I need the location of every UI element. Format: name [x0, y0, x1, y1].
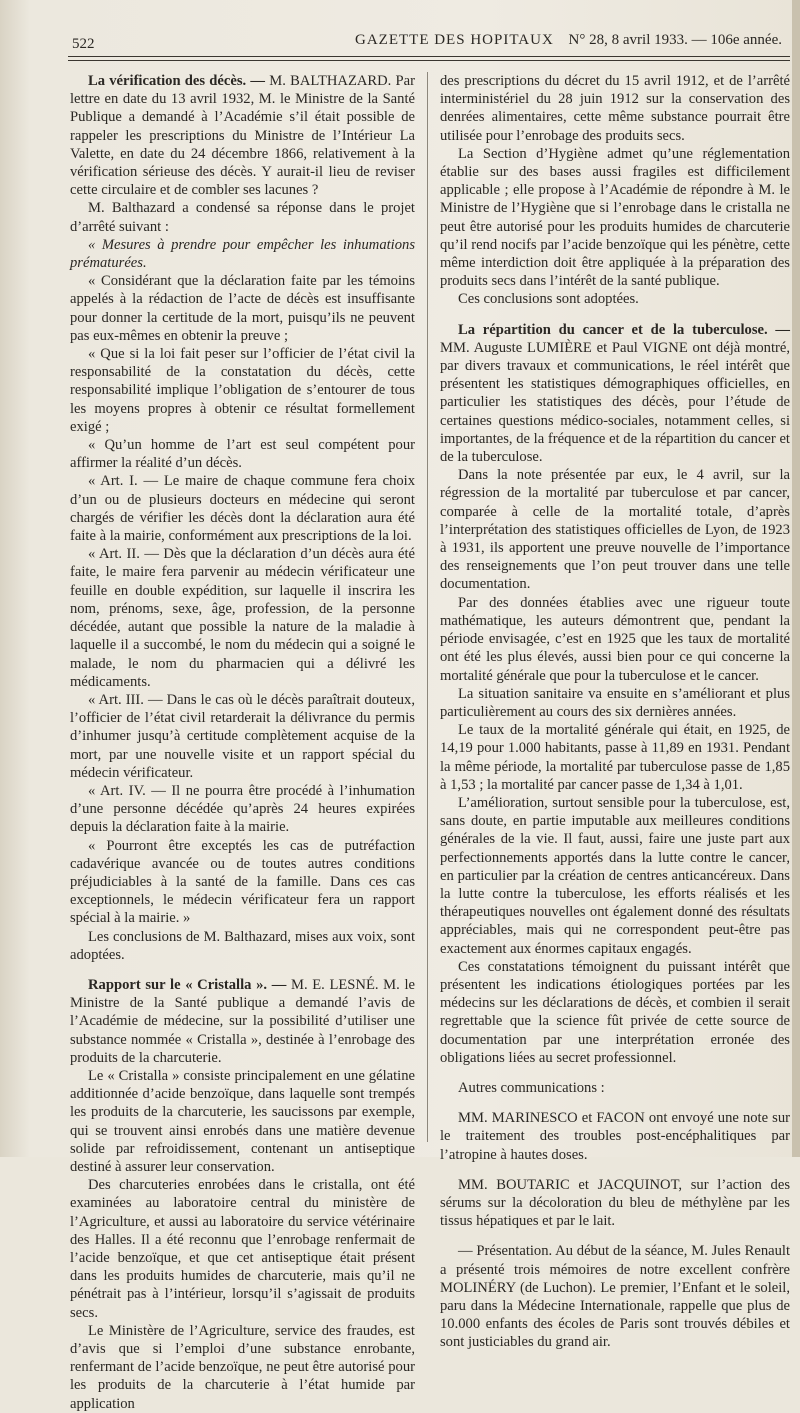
paragraph: M. Balthazard a condensé sa réponse dans le projet d’arrêté suivant :	[70, 200, 415, 235]
paragraph: Ces conclusions sont adoptées.	[458, 291, 639, 308]
paragraph-text: M. BALTHAZARD. Par lettre en date du 13 avril 1932, M. le Ministre de la Santé Publique a demandé à l’Académie s’il était possible de rappeler les prescriptions du Ministre de l’Intérieur La Valette, en date du 24 décembre 1866, relativement à la vérification sérieuse des décès. Y aurait-il lieu de reviser cette circulaire et de combler ses lacunes ?	[70, 73, 415, 199]
paragraph: « Que si la loi fait peser sur l’officier de l’état civil la responsabilité de la constatation du décès, cette responsabilité implique l’obligation de s’entourer de tous les moyens propres à obtenir ce résultat formellement exigé ;	[70, 346, 415, 435]
page-header	[70, 22, 786, 56]
paragraph: Le Ministère de l’Agriculture, service des fraudes, est d’avis que si l’emploi d’une substance enrobante, renfermant de l’acide benzoïque, ne peut être autorisé pour les produits de la charcuterie à l’état humide par application	[70, 1322, 415, 1412]
paragraph: « Qu’un homme de l’art est seul compétent pour affirmer la réalité d’un décès.	[70, 437, 415, 472]
paragraph: « Art. II. — Dès que la déclaration d’un décès aura été faite, le maire fera parvenir au médecin vérificateur une feuille en double expédition, sur laquelle il inscrira les nom, prénoms, sexe, âge, profession, de la personne décédée, autant que possible la nature de la maladie à laquelle il a succombé, le nom du médecin qui a soigné le malade, le nom du pharmacien qui a délivré les médicaments.	[70, 546, 415, 690]
paragraph-text: M. E. LESNÉ. M. le Ministre de la Santé publique a demandé l’avis de l’Académie de médecine, sur la possibilité d’utiliser une substance nommée « Cristalla », destinée à l’enrobage des produits de la charcuterie.	[70, 976, 415, 1066]
journal-title: GAZETTE DES HOPITAUX	[355, 32, 554, 48]
paragraph: « Pourront être exceptés les cas de putréfaction cadavérique avancée ou de toutes autres conditions préjudiciables à la santé de la famille. Dans ces cas exceptionnels, le médecin vérificateur fera un rapport spécial à la mairie. »	[70, 837, 415, 927]
paragraph: MM. BOUTARIC et JACQUINOT, sur l’action des sérums sur la décoloration du bleu de méthylène par les tissus hépatiques et par le lait.	[440, 1176, 790, 1230]
paragraph: Ces constatations témoignent du puissant intérêt que présentent les indications étiologiques portées par les médecins sur les déclarations de décès, et combien il serait regrettable que la science fût privée de cette source de documentation par une interprétation erronée des obligations liées au secret professionnel.	[440, 958, 790, 1066]
paragraph: La Section d’Hygiène admet qu’une réglementation établie sur des bases aussi fragiles est difficilement applicable ; elle propose à l’Académie de répondre à M. le Ministre de l’Hygiène que si l’enrobage dans le cristalla ne peut être autorisé pour les produits humides de charcuterie qu’il rend nocifs par l’acide benzoïque qui les pénètre, cette même interdiction doit être appliquée à la préparation des produits secs dans l’intérêt de la santé publique.	[440, 145, 790, 290]
section-headline: Rapport sur le « Cristalla ». —	[88, 976, 287, 993]
left-column	[70, 72, 415, 1413]
section-headline: La vérification des décès. —	[88, 73, 266, 89]
paragraph: Les conclusions de M. Balthazard, mises aux voix, sont adoptées.	[70, 928, 415, 963]
paragraph: « Art. IV. — Il ne pourra être procédé à l’inhumation d’une personne décédée qu’après 24 heures expirées depuis la déclaration faite à la mairie.	[70, 782, 415, 836]
paragraph: L’amélioration, surtout sensible pour la tuberculose, est, sans doute, en partie imputable aux meilleures conditions générales de la vie. Il faut, aussi, faire une juste part aux perfectionnements apportés dans la lutte contre le cancer, en particulier par la création de centres anticancéreux. Dans la lutte contre la tuberculose, les efforts réalisés et les thérapeutiques nouvelles ont également donné des résultats appréciables, mais qui ne correspondent peut-être pas exactement aux énormes capitaux engagés.	[440, 794, 790, 957]
header-rule-top	[68, 56, 790, 57]
page-edge	[792, 0, 800, 1157]
paragraph: « Art. I. — Le maire de chaque commune fera choix d’un ou de plusieurs docteurs en médecine qui seront chargés de vérifier les décès dont la déclaration aura été faite à la mairie, conformément aux prescriptions de la loi.	[70, 473, 415, 545]
paragraph: Par des données établies avec une rigueur toute mathématique, les auteurs démontrent que, pendant la période envisagée, c’est en 1925 que les taux de mortalité ont été les plus élevés, aussi bien pour ce qui concerne la mortalité générale que pour la tuberculose et le cancer.	[440, 594, 790, 684]
paragraph: Autres communications :	[458, 1079, 605, 1096]
header-rule-bottom	[68, 60, 790, 61]
column-divider	[427, 72, 428, 1142]
paragraph	[70, 72, 415, 199]
paragraph: MM. MARINESCO et FACON ont envoyé une note sur le traitement des troubles post-encéphalitiques par l’atropine à hautes doses.	[440, 1110, 790, 1163]
paragraph	[440, 321, 790, 467]
paragraph-text: MM. Auguste LUMIÈRE et Paul VIGNE ont déjà montré, par divers travaux et communications, le réel intérêt que présentent les statistiques démographiques officielles, en particulier les statistiques des décès, pour l’étude de certaines questions médico-sociales, notamment celles, si importantes, de la fréquence et de la répartition du cancer et de la tuberculose.	[440, 339, 790, 466]
paragraph	[70, 976, 415, 1067]
paragraph: « Art. III. — Dans le cas où le décès paraîtrait douteux, l’officier de l’état civil retarderait la délivrance du permis d’inhumer jusqu’à certitude complètement acquise de la mort, par une nouvelle visite et un rapport spécial du médecin vérificateur.	[70, 691, 415, 781]
paragraph: « Mesures à prendre pour empêcher les inhumations prématurées.	[70, 236, 415, 272]
right-column	[440, 72, 790, 1352]
page-number: 522	[72, 36, 95, 52]
issue-info: N° 28, 8 avril 1933. — 106e année.	[568, 32, 782, 48]
paragraph: des prescriptions du décret du 15 avril 1912, et de l’arrêté interministériel du 28 juin 1912 sur la conservation des denrées alimentaires, cette même substance pourrait être utilisée pour l’enrobage des produits secs.	[440, 73, 790, 144]
paragraph: Dans la note présentée par eux, le 4 avril, sur la régression de la mortalité par tuberculose et par cancer, comparée à celle de la mortalité totale, d’après l’interprétation des statistiques officielles de Lyon, de 1923 à 1931, ils apportent une preuve nouvelle de l’importance des renseignements que l’on peut trouver dans une telle documentation.	[440, 467, 790, 593]
paragraph: — Présentation. Au début de la séance, M. Jules Renault a présenté trois mémoires de notre excellent confrère MOLINÉRY (de Luchon). Le premier, l’Enfant et le soleil, paru dans la Médecine Internationale, rappelle que plus de 10.000 enfants des écoles de Paris sont trouvés débiles et sont justiciables du grand air.	[440, 1243, 790, 1351]
paragraph: Des charcuteries enrobées dans le cristalla, ont été examinées au laboratoire central du ministère de l’Agriculture, et aussi au laboratoire du service vétérinaire des Halles. Il a été reconnu que l’enrobage renfermait de l’acide benzoïque, et que cet antiseptique était présent dans les produits humides de charcuterie, mais qu’il ne pénétrait pas à l’intérieur, lorsqu’il s’agissait de produits secs.	[70, 1177, 415, 1321]
paragraph: « Considérant que la déclaration faite par les témoins appelés à la rédaction de l’acte de décès est insuffisante pour donner la certitude de la mort, puisqu’ils ne peuvent pas eux-mêmes en obtenir la preuve ;	[70, 273, 415, 344]
paragraph: La situation sanitaire va ensuite en s’améliorant et plus particulièrement au cours des six dernières années.	[440, 685, 790, 720]
paragraph: Le « Cristalla » consiste principalement en une gélatine additionnée d’acide benzoïque, dans laquelle sont trempés les produits de la charcuterie, les saucissons par exemple, qui se trouvent ainsi enrobés dans une matière devenue solide par refroidissement, contenant un antiseptique destiné à assurer leur conservation.	[70, 1067, 415, 1175]
section-headline: La répartition du cancer et de la tuberculose. —	[458, 321, 790, 338]
paragraph: Le taux de la mortalité générale qui était, en 1925, de 14,19 pour 1.000 habitants, passe à 11,89 en 1931. Pendant la même période, la mortalité par tuberculose passe de 1,85 à 1,53 ; la mortalité par cancer passe de 1,34 à 1,01.	[440, 722, 790, 793]
